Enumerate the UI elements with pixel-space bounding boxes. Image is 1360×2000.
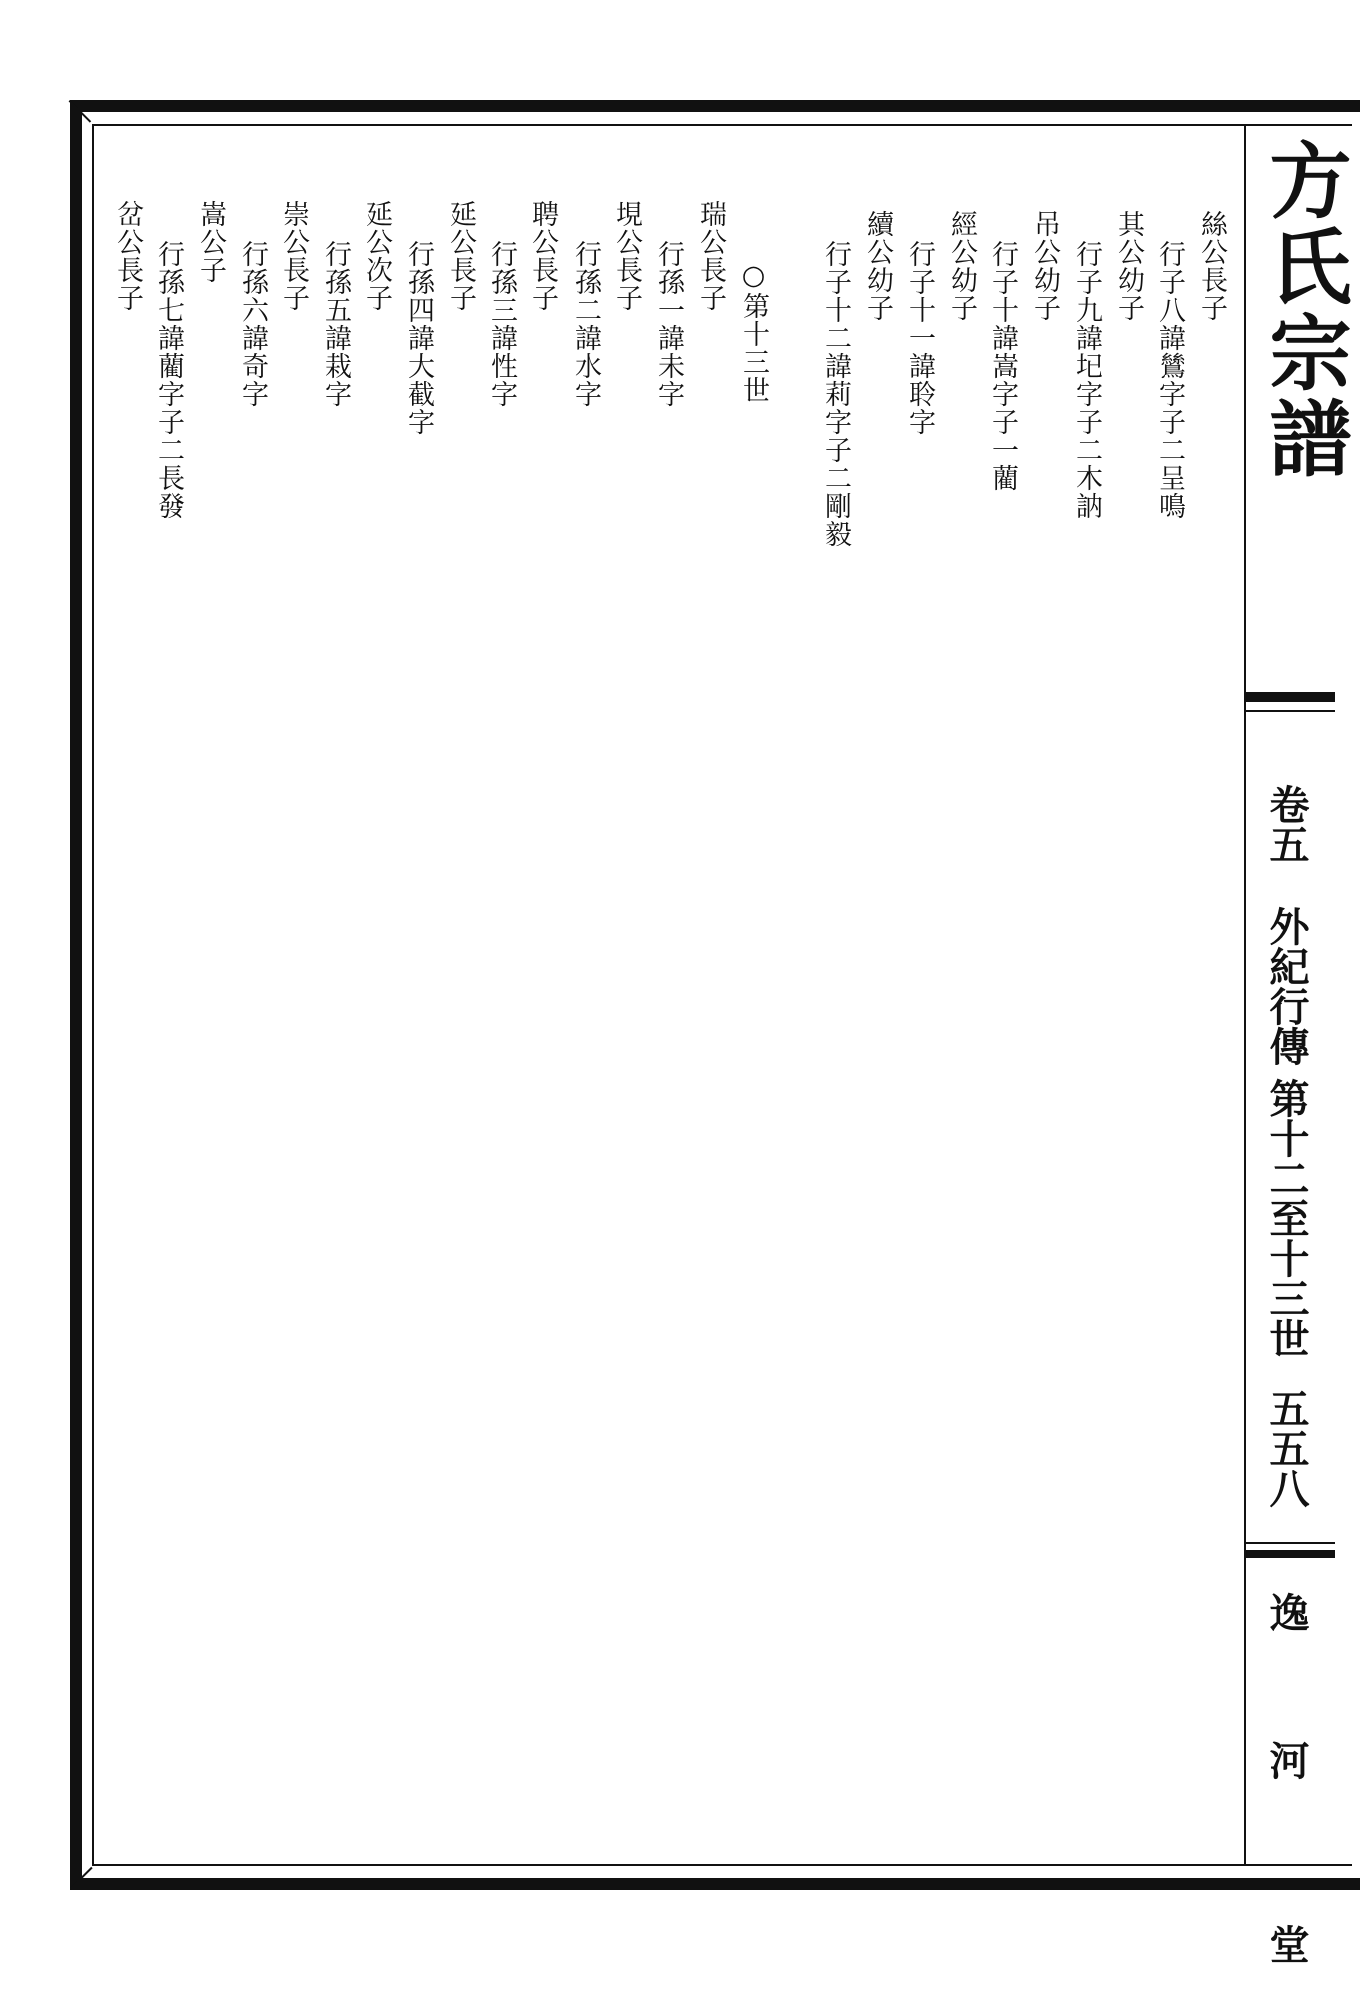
volume-label: 卷五 bbox=[1263, 784, 1310, 864]
text-segment: 字 bbox=[237, 380, 268, 408]
text-segment: 行孫六諱奇 bbox=[237, 240, 268, 380]
book-title: 方氏宗譜 bbox=[1256, 138, 1352, 482]
text-column bbox=[278, 200, 308, 312]
text-column bbox=[987, 240, 1017, 492]
text-segment: 行孫七諱藺 bbox=[153, 240, 184, 380]
text-segment: 行子十二諱莉 bbox=[820, 240, 851, 408]
text-segment: 子二 bbox=[153, 408, 184, 464]
text-segment: 崇公長子 bbox=[278, 200, 309, 312]
text-column bbox=[1029, 210, 1059, 322]
text-column bbox=[653, 240, 683, 408]
text-segment: 子二 bbox=[820, 436, 851, 492]
text-segment: 行孫三諱性 bbox=[486, 240, 517, 380]
hall-char-2: 河 bbox=[1263, 1740, 1310, 1780]
text-column bbox=[486, 240, 516, 408]
text-segment: 字 bbox=[987, 380, 1018, 408]
text-segment: 延公長子 bbox=[445, 200, 476, 312]
text-column bbox=[1113, 210, 1143, 322]
text-column bbox=[738, 260, 768, 404]
text-segment: 字 bbox=[1071, 380, 1102, 408]
hall-rule-thick bbox=[1246, 1550, 1335, 1558]
text-segment: 岔公長子 bbox=[112, 200, 143, 312]
text-column bbox=[527, 200, 557, 312]
hall-rule-thin bbox=[1246, 1542, 1335, 1544]
text-column bbox=[611, 200, 641, 312]
generation-label: 第十二至十三世 bbox=[1263, 1078, 1310, 1358]
text-segment: 字 bbox=[904, 408, 935, 436]
text-segment: 行孫四諱大截 bbox=[403, 240, 434, 408]
text-segment: ○第十三世 bbox=[738, 260, 769, 404]
text-column bbox=[445, 200, 475, 312]
text-segment: 行子八諱鷥 bbox=[1154, 240, 1185, 380]
text-segment: 剛 bbox=[820, 492, 851, 520]
page-banner bbox=[1246, 124, 1352, 1964]
text-column bbox=[195, 200, 225, 284]
text-segment: 經公幼子 bbox=[946, 210, 977, 322]
text-segment: 子二 bbox=[1154, 408, 1185, 464]
text-segment: 聘公長子 bbox=[527, 200, 558, 312]
text-segment: 字 bbox=[570, 380, 601, 408]
text-segment: 木 bbox=[1071, 464, 1102, 492]
text-segment: 字 bbox=[1154, 380, 1185, 408]
text-column bbox=[153, 240, 183, 520]
text-segment: 行子十一諱聆 bbox=[904, 240, 935, 408]
title-rule-thick bbox=[1246, 692, 1335, 702]
text-segment: 行子九諱𡉏 bbox=[1071, 240, 1102, 380]
text-segment: 行孫二諱水 bbox=[570, 240, 601, 380]
text-segment: 續公幼子 bbox=[862, 210, 893, 322]
text-segment: 行孫一諱未 bbox=[653, 240, 684, 380]
text-column bbox=[862, 210, 892, 322]
text-segment: 字 bbox=[153, 380, 184, 408]
text-column bbox=[1154, 240, 1184, 520]
text-segment: 子一 bbox=[987, 408, 1018, 464]
page-number: 五五八 bbox=[1263, 1388, 1310, 1508]
text-column bbox=[237, 240, 267, 408]
text-segment: 藺 bbox=[987, 464, 1018, 492]
text-segment: 行孫五諱栽 bbox=[320, 240, 351, 380]
text-segment: 嵩公子 bbox=[195, 200, 226, 284]
text-segment: 其公幼子 bbox=[1113, 210, 1144, 322]
text-column bbox=[820, 240, 850, 548]
text-segment: 呈 bbox=[1154, 464, 1185, 492]
text-column bbox=[570, 240, 600, 408]
text-column bbox=[946, 210, 976, 322]
text-segment: 鳴 bbox=[1154, 492, 1185, 520]
text-segment: 訥 bbox=[1071, 492, 1102, 520]
text-segment: 行子十諱嵩 bbox=[987, 240, 1018, 380]
text-segment: 瑞公長子 bbox=[695, 200, 726, 312]
text-column bbox=[1071, 240, 1101, 520]
text-segment: 字 bbox=[320, 380, 351, 408]
text-column bbox=[695, 200, 725, 312]
section-label: 外紀行傳 bbox=[1263, 906, 1310, 1066]
text-segment: 長 bbox=[153, 464, 184, 492]
title-rule-thin bbox=[1246, 710, 1335, 712]
text-segment: 字 bbox=[403, 408, 434, 436]
text-segment: 吊公幼子 bbox=[1029, 210, 1060, 322]
text-segment: 發 bbox=[153, 492, 184, 520]
hall-char-3: 堂 bbox=[1263, 1924, 1310, 1964]
text-column bbox=[904, 240, 934, 436]
text-segment: 絲公長子 bbox=[1196, 210, 1227, 322]
text-segment: 延公次子 bbox=[361, 200, 392, 312]
text-segment: 字 bbox=[653, 380, 684, 408]
hall-char-1: 逸 bbox=[1263, 1592, 1310, 1632]
text-segment: 毅 bbox=[820, 520, 851, 548]
text-column bbox=[403, 240, 433, 436]
text-column bbox=[361, 200, 391, 312]
text-segment: 子二 bbox=[1071, 408, 1102, 464]
text-segment: 垷公長子 bbox=[611, 200, 642, 312]
text-segment: 字 bbox=[820, 408, 851, 436]
text-column bbox=[1196, 210, 1226, 322]
text-segment: 字 bbox=[486, 380, 517, 408]
text-column bbox=[320, 240, 350, 408]
text-column bbox=[112, 200, 142, 312]
